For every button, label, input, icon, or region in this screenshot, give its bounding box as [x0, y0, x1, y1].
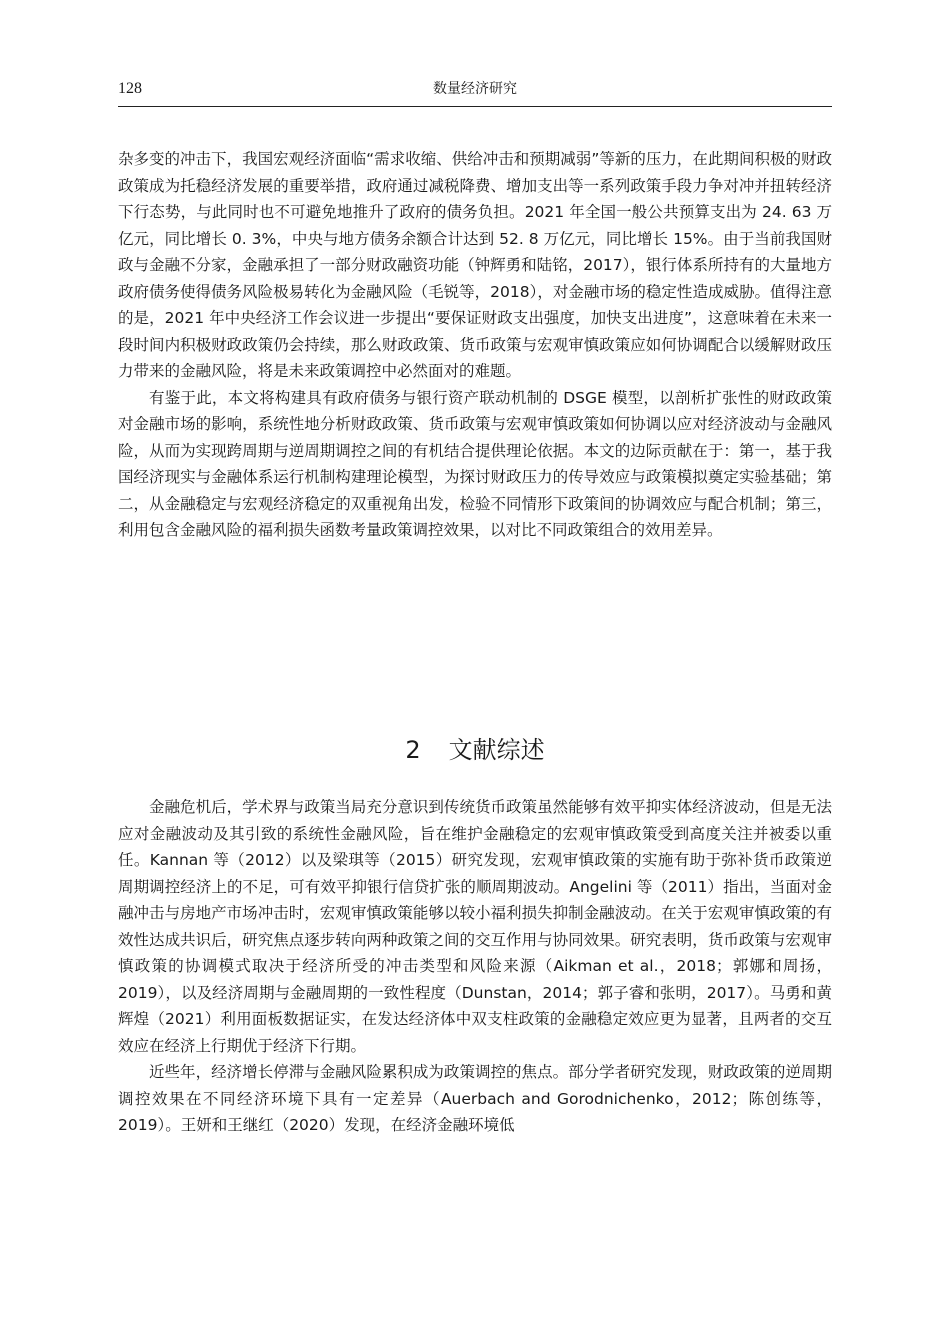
introduction-body	[118, 146, 832, 544]
paragraph-continued: 杂多变的冲击下，我国宏观经济面临“需求收缩、供给冲击和预期减弱”等新的压力，在此期间积极的财政政策成为托稳经济发展的重要举措，政府通过减税降费、增加支出等一系列政策手段力争对冲并扭转经济下行态势，与此同时也不可避免地推升了政府的债务负担。2021 年全国一般公共预算支出为 24. 63 万亿元，同比增长 0. 3%，中央与地方债务余额合计达到 52. 8 万亿元，同比增长 15%。由于当前我国财政与金融不分家，金融承担了一部分财政融资功能（钟辉勇和陆铭，2017），银行体系所持有的大量地方政府债务使得债务风险极易转化为金融风险（毛锐等，2018），对金融市场的稳定性造成威胁。值得注意的是，2021 年中央经济工作会议进一步提出“要保证财政支出强度，加快支出进度”，这意味着在未来一段时间内积极财政政策仍会持续，那么财政政策、货币政策与宏观审慎政策应如何协调配合以缓解财政压力带来的金融风险，将是未来政策调控中必然面对的难题。	[118, 150, 832, 380]
page-number: 128	[118, 80, 142, 97]
paragraph-contribution: 有鉴于此，本文将构建具有政府债务与银行资产联动机制的 DSGE 模型，以剖析扩张性的财政政策对金融市场的影响，系统性地分析财政政策、货币政策与宏观审慎政策如何协调以应对经济波动与金融风险，从而为实现跨周期与逆周期调控之间的有机结合提供理论依据。本文的边际贡献在于：第一，基于我国经济现实与金融体系运行机制构建理论模型，为探讨财政压力的传导效应与政策模拟奠定实验基础；第二，从金融稳定与宏观经济稳定的双重视角出发，检验不同情形下政策间的协调效应与配合机制；第三，利用包含金融风险的福利损失函数考量政策调控效果，以对比不同政策组合的效用差异。	[118, 388, 832, 539]
paragraph-review-2: 近些年，经济增长停滞与金融风险累积成为政策调控的焦点。部分学者研究发现，财政政策的逆周期调控效果在不同经济环境下具有一定差异（Auerbach and Gorodnichenko，2012；陈创练等，2019）。王妍和王继红（2020）发现，在经济金融环境低	[118, 1063, 832, 1134]
header-divider	[118, 106, 832, 107]
section-title: 文献综述	[448, 736, 545, 764]
paragraph-review-1: 金融危机后，学术界与政策当局充分意识到传统货币政策虽然能够有效平抑实体经济波动，但是无法应对金融波动及其引致的系统性金融风险，旨在维护金融稳定的宏观审慎政策受到高度关注并被委以重任。Kannan 等（2012）以及梁琪等（2015）研究发现，宏观审慎政策的实施有助于弥补货币政策逆周期调控经济上的不足，可有效平抑银行信贷扩张的顺周期波动。Angelini 等（2011）指出，当面对金融冲击与房地产市场冲击时，宏观审慎政策能够以较小福利损失抑制金融波动。在关于宏观审慎政策的有效性达成共识后，研究焦点逐步转向两种政策之间的交互作用与协同效果。研究表明，货币政策与宏观审慎政策的协调模式取决于经济所受的冲击类型和风险来源（Aikman et al.，2018；郭娜和周扬，2019），以及经济周期与金融周期的一致性程度（Dunstan，2014；郭子睿和张明，2017）。马勇和黄辉煌（2021）利用面板数据证实，在发达经济体中双支柱政策的金融稳定效应更为显著，且两者的交互效应在经济上行期优于经济下行期。	[118, 798, 832, 1055]
literature-review-body	[118, 794, 832, 1139]
page-header	[118, 78, 832, 104]
journal-title: 数量经济研究	[433, 81, 517, 97]
section-heading	[118, 732, 832, 768]
section-number: 2	[405, 736, 421, 764]
